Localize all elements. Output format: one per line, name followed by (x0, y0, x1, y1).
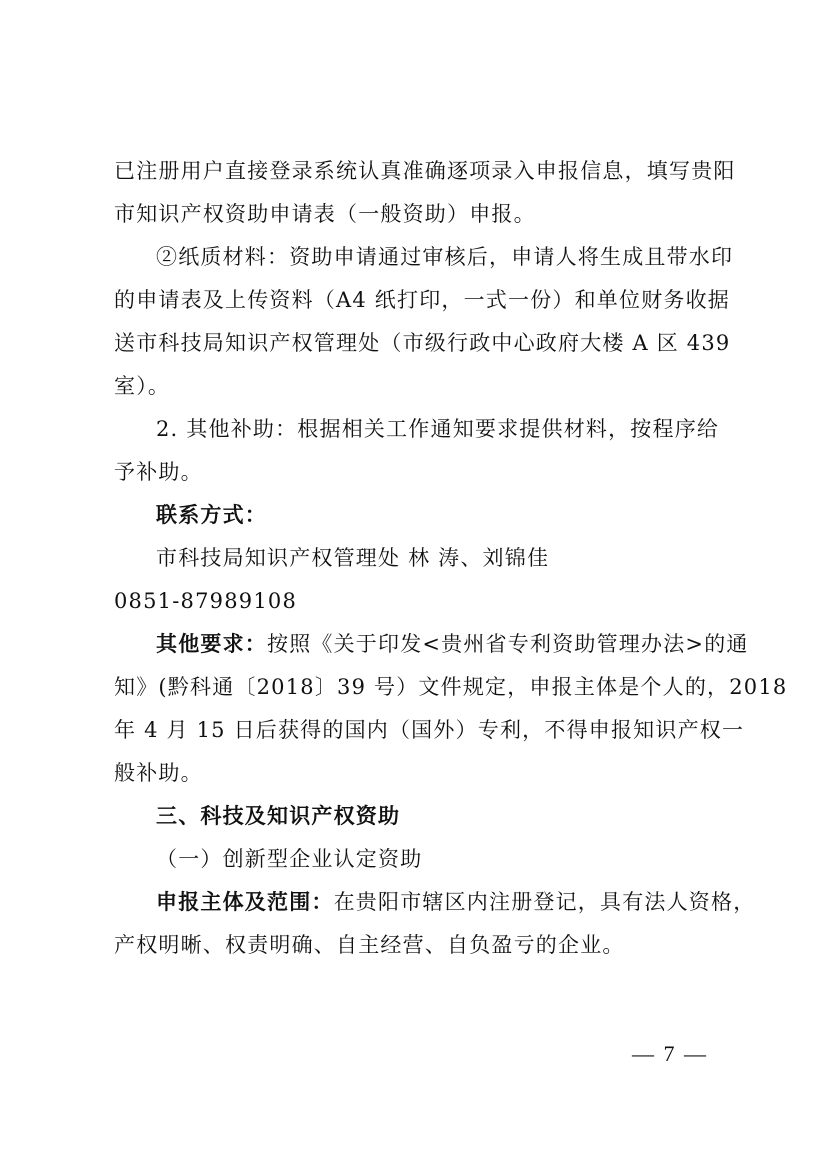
paragraph-line: 予补助。 (114, 460, 203, 484)
contact-office: 市科技局知识产权管理处 林 涛、刘锦佳 (156, 546, 550, 570)
paragraph-line: 送市科技局知识产权管理处（市级行政中心政府大楼 A 区 439 (114, 331, 731, 355)
section-heading: 三、科技及知识产权资助 (156, 803, 401, 828)
paragraph-line: 产权明晰、权责明确、自主经营、自负盈亏的企业。 (114, 933, 625, 957)
paragraph-line: 年 4 月 15 日后获得的国内（国外）专利，不得申报知识产权一 (114, 718, 745, 742)
paragraph-line: 2. 其他补助：根据相关工作通知要求提供材料，按程序给 (156, 417, 720, 441)
paragraph-line: 室）。 (114, 374, 171, 398)
paragraph-line: 的申请表及上传资料（A4 纸打印，一式一份）和单位财务收据 (114, 288, 730, 312)
paragraph-line: 已注册用户直接登录系统认真准确逐项录入申报信息，填写贵阳 (114, 159, 736, 183)
paragraph-line (156, 888, 756, 916)
paragraph-line (156, 630, 749, 658)
subsection-heading: （一）创新型企业认定资助 (156, 847, 423, 871)
contact-phone: 0851-87989108 (114, 589, 298, 613)
applicant-scope-label: 申报主体及范围： (156, 889, 334, 914)
paragraph-line: 知》(黔科通〔2018〕39 号）文件规定，申报主体是个人的，2018 (114, 675, 788, 699)
page-number: — 7 — (632, 1041, 708, 1066)
other-requirements-label: 其他要求： (156, 631, 267, 656)
paragraph-line: ②纸质材料：资助申请通过审核后，申请人将生成且带水印 (156, 245, 734, 269)
paragraph-text: 在贵阳市辖区内注册登记，具有法人资格， (333, 890, 756, 914)
paragraph-line: 般补助。 (114, 761, 203, 785)
paragraph-line: 市知识产权资助申请表（一般资助）申报。 (114, 202, 536, 226)
paragraph-text: 按照《关于印发<贵州省专利资助管理办法>的通 (267, 632, 749, 656)
contact-heading: 联系方式： (156, 502, 267, 527)
